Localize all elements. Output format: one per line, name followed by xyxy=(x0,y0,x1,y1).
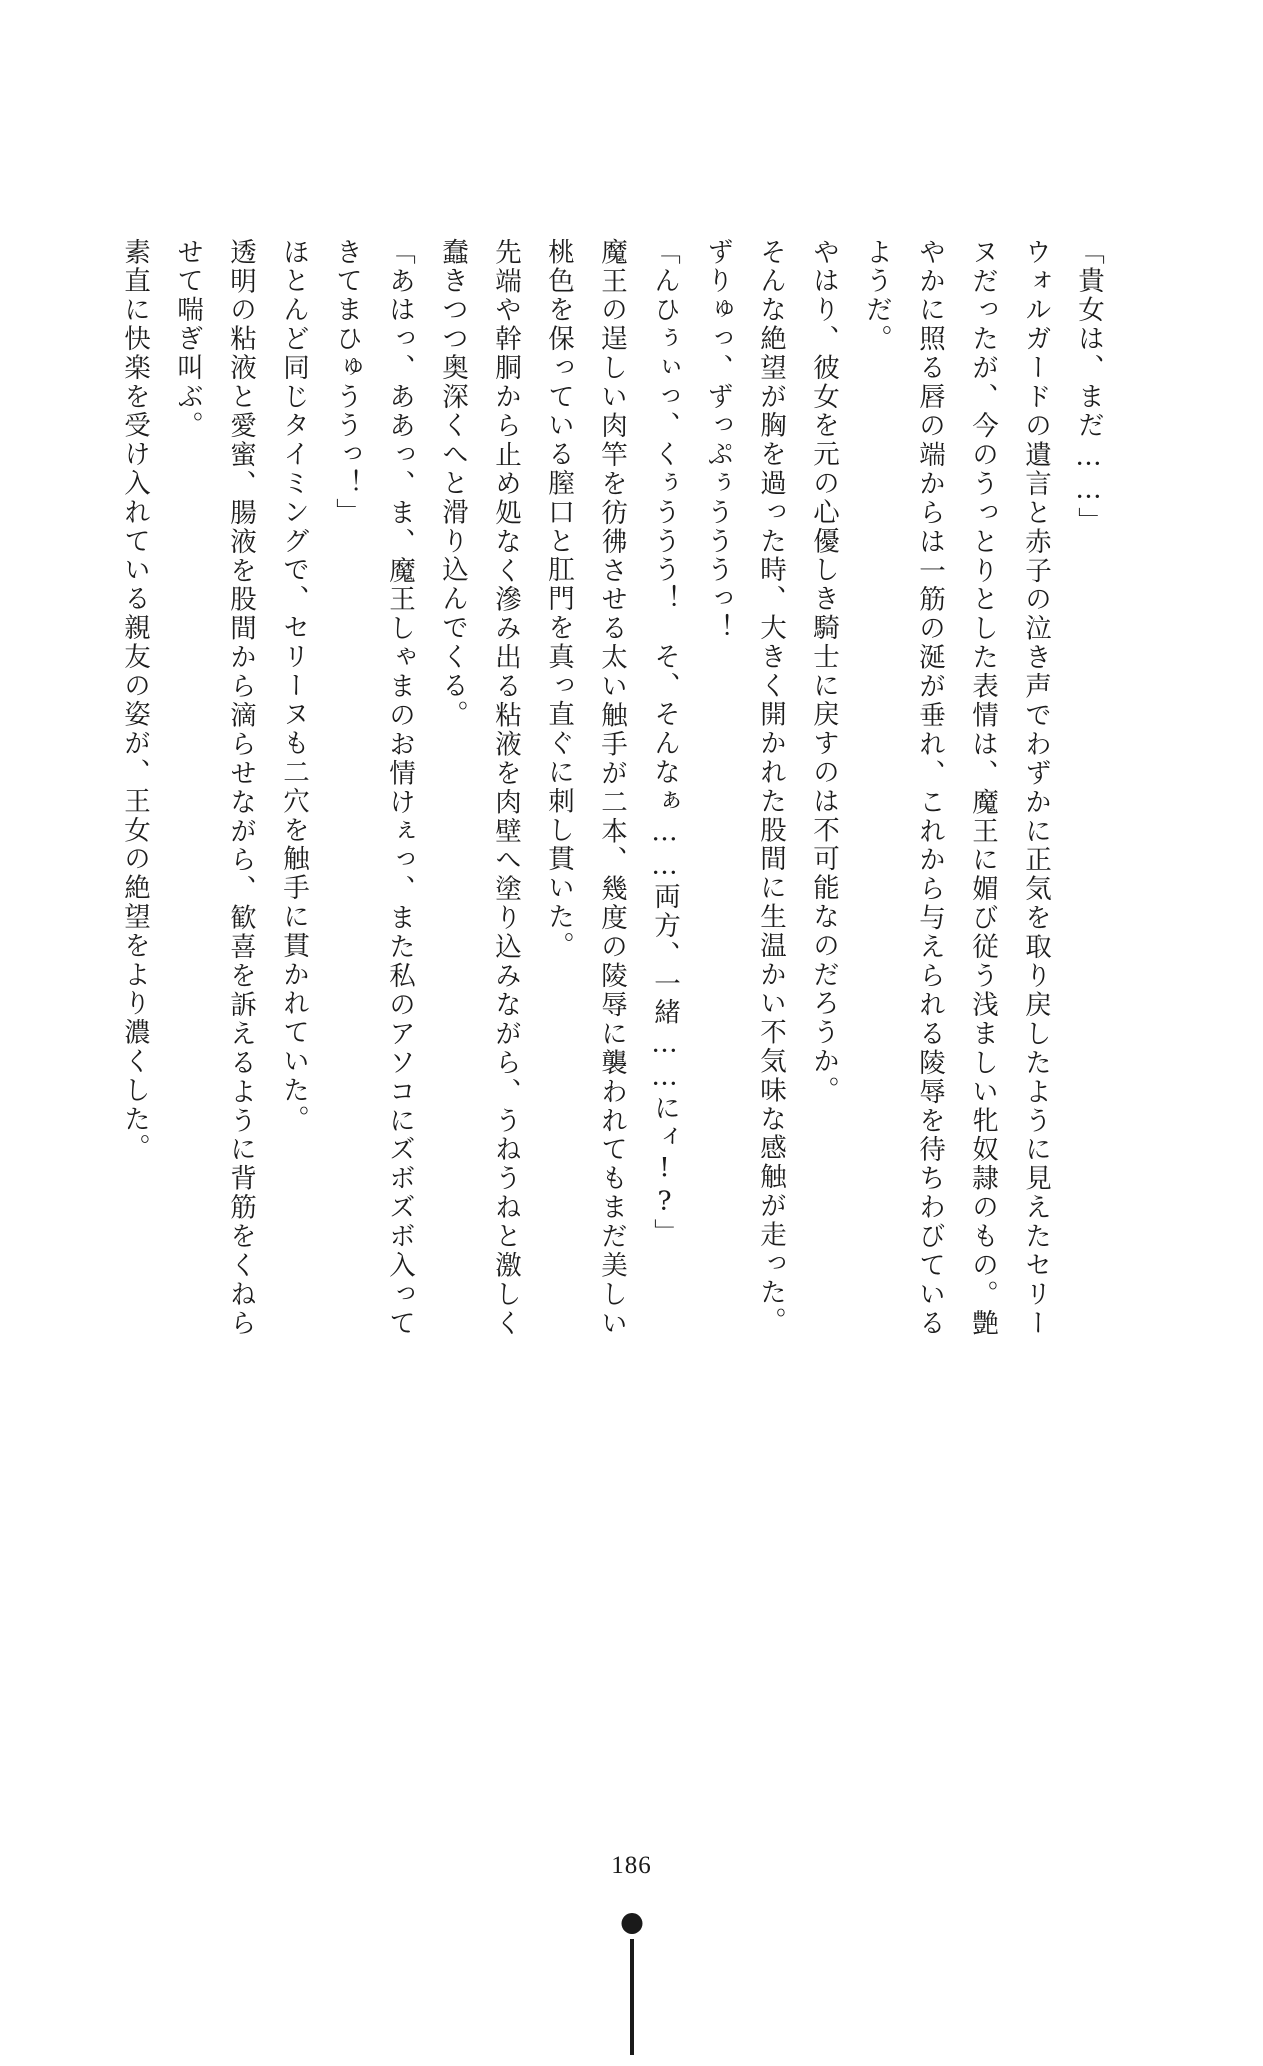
footer-stem-icon xyxy=(630,1939,634,2055)
page-body-text xyxy=(119,238,1115,1338)
paragraph: 先端や幹胴から止め処なく滲み出る粘液を肉壁へ塗り込みながら、うねうねと激しく蠢きつつ奥深くへと滑り込んでくる。 xyxy=(437,238,521,1338)
paragraph: 透明の粘液と愛蜜、腸液を股間から滴らせながら、歓喜を訴えるように背筋をくねらせて喘ぎ叫ぶ。 xyxy=(172,238,256,1338)
paragraph: 「あはっ、ああっ、ま、魔王しゃまのお情けぇっ、また私のアソコにズボズボ入ってきてまひゅううっ！」 xyxy=(331,238,415,1338)
paragraph: 素直に快楽を受け入れている親友の姿が、王女の絶望をより濃くした。 xyxy=(119,238,150,1163)
paragraph: ウォルガードの遺言と赤子の泣き声でわずかに正気を取り戻したように見えたセリーヌだったが、今のうっとりとした表情は、魔王に媚び従う浅ましい牝奴隷のもの。艶やかに照る唇の端からは一筋の涎が垂れ、これから与えられる陵辱を待ちわびているようだ。 xyxy=(861,238,1051,1338)
paragraph: ずりゅっ、ずっぷぅうううっ！ xyxy=(702,238,733,643)
footer-dot-icon xyxy=(621,1913,642,1934)
paragraph: そんな絶望が胸を過った時、大きく開かれた股間に生温かい不気味な感触が走った。 xyxy=(755,238,786,1337)
paragraph: 「んひぅぃっ、くぅううう！ そ、そんなぁ……両方、一緒……にィ!?」 xyxy=(649,238,680,1248)
paragraph: 魔王の逞しい肉竿を彷彿させる太い触手が二本、幾度の陵辱に襲われてもまだ美しい桃色を保っている膣口と肛門を真っ直ぐに刺し貫いた。 xyxy=(543,238,627,1338)
page-number: 186 xyxy=(611,1852,652,1879)
footer-ornament-icon xyxy=(572,1913,692,2053)
paragraph: 「貴女は、まだ……」 xyxy=(1073,238,1104,536)
paragraph: ほとんど同じタイミングで、セリーヌも二穴を触手に貫かれていた。 xyxy=(278,238,309,1134)
paragraph: やはり、彼女を元の心優しき騎士に戻すのは不可能なのだろうか。 xyxy=(808,238,839,1105)
